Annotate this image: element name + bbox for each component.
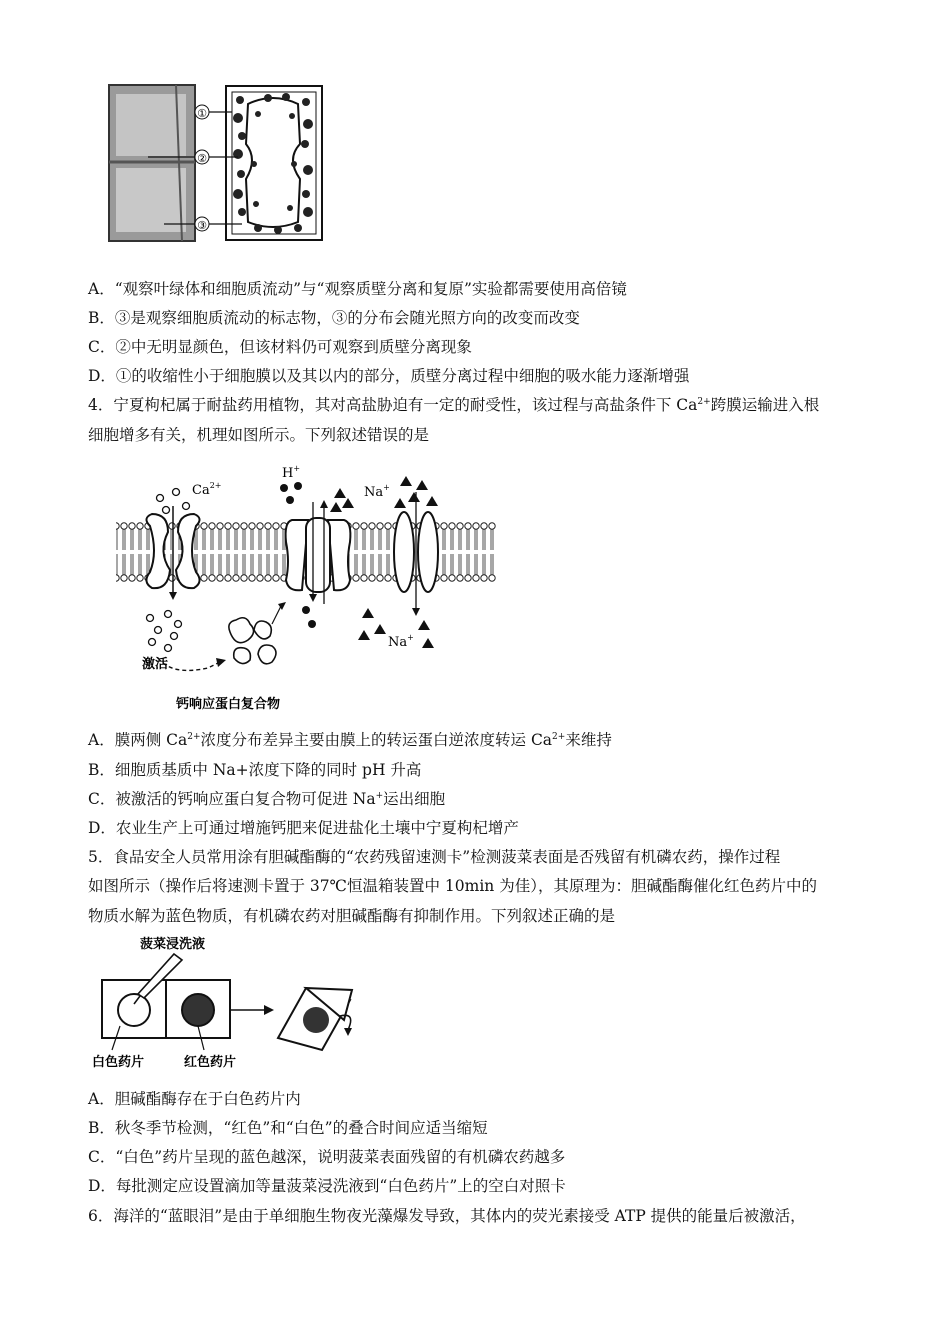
sodium-top-label-sup: + xyxy=(383,483,390,492)
q6-stem-line-1: 6．海洋的“蓝眼泪”是由于单细胞生物夜光藻爆发导致，其体内的荧光素接受 ATP 提供的能量后被激活， xyxy=(88,1207,806,1225)
white-tablet xyxy=(118,994,150,1026)
red-tablet-label: 红色药片 xyxy=(184,1055,237,1070)
q3-option-a: A．“观察叶绿体和细胞质流动”与“观察质壁分离和复原”实验都需要使用高倍镜 xyxy=(88,280,627,298)
activate-label: 激活 xyxy=(142,657,169,672)
q4-stem-line-2: 细胞增多有关，机理如图所示。下列叙述错误的是 xyxy=(88,426,430,444)
calcium-response-protein-complex xyxy=(229,618,276,664)
white-tablet-label: 白色药片 xyxy=(92,1055,145,1070)
sodium-top-label: Na xyxy=(364,485,384,500)
q5-option-d: D．每批测定应设置滴加等量菠菜浸洗液到“白色药片”上的空白对照卡 xyxy=(88,1177,566,1195)
pesticide-test-card-figure xyxy=(90,932,370,1072)
svg-text:Na+ xyxy=(364,483,390,500)
spinach-wash-label: 菠菜浸洗液 xyxy=(140,937,206,952)
red-tablet xyxy=(182,994,214,1026)
svg-text:Na+ xyxy=(388,633,414,650)
label-3: ③ xyxy=(197,219,207,232)
plasmolysis-cell-figure xyxy=(108,84,324,244)
calcium-label-sup: 2+ xyxy=(209,481,222,490)
q4-option-b: B．细胞质基质中 Na+浓度下降的同时 pH 升高 xyxy=(88,761,422,779)
q5-stem-line-2: 如图所示（操作后将速测卡置于 37℃恒温箱装置中 10min 为佳），其原理为：胆碱酯酶催化红色药片中的 xyxy=(88,877,817,895)
svg-text:Ca2+ xyxy=(192,481,222,498)
q3-option-b: B．③是观察细胞质流动的标志物，③的分布会随光照方向的改变而改变 xyxy=(88,309,580,327)
q5-option-b: B．秋冬季节检测，“红色”和“白色”的叠合时间应适当缩短 xyxy=(88,1119,488,1137)
q5-option-a: A．胆碱酯酶存在于白色药片内 xyxy=(88,1090,301,1108)
label-2: ② xyxy=(197,152,207,165)
q3-option-c: C．②中无明显颜色，但该材料仍可观察到质壁分离现象 xyxy=(88,338,472,356)
svg-text:H+ xyxy=(282,464,300,481)
hydrogen-label-sup: + xyxy=(293,464,301,473)
calcium-label: Ca xyxy=(192,483,210,498)
hydrogen-label: H xyxy=(282,466,294,481)
q4-option-c: C．被激活的钙响应蛋白复合物可促进 Na+运出细胞 xyxy=(88,790,446,808)
q4-option-d: D．农业生产上可通过增施钙肥来促进盐化土壤中宁夏枸杞增产 xyxy=(88,819,519,837)
q5-stem-line-3: 物质水解为蓝色物质，有机磷农药对胆碱酯酶有抑制作用。下列叙述正确的是 xyxy=(88,907,616,925)
sodium-bottom-label: Na xyxy=(388,635,408,650)
sodium-bottom-label-sup: + xyxy=(407,633,414,642)
q4-option-a: A．膜两侧 $Ca^{2+}$浓度分布差异主要由膜上的转运蛋白逆浓度转运 $Ca^{2+}$来维持 xyxy=(88,731,612,749)
membrane-transport-figure xyxy=(112,462,500,718)
complex-label: 钙响应蛋白复合物 xyxy=(176,697,281,712)
q5-option-c: C．“白色”药片呈现的蓝色越深，说明菠菜表面残留的有机磷农药越多 xyxy=(88,1148,566,1166)
sodium-channel-protein xyxy=(394,512,414,592)
q5-stem-line-1: 5．食品安全人员常用涂有胆碱酯酶的“农药残留速测卡”检测菠菜表面是否残留有机磷农药，操作过程 xyxy=(88,848,781,866)
q4-stem-line-1: 4．宁夏枸杞属于耐盐药用植物，其对高盐胁迫有一定的耐受性，该过程与高盐条件下 $Ca^{2+}$跨膜运输进入根 xyxy=(88,396,820,414)
q3-option-d: D．①的收缩性小于细胞膜以及其以内的部分，质壁分离过程中细胞的吸水能力逐渐增强 xyxy=(88,367,690,385)
label-1: ① xyxy=(197,107,207,120)
